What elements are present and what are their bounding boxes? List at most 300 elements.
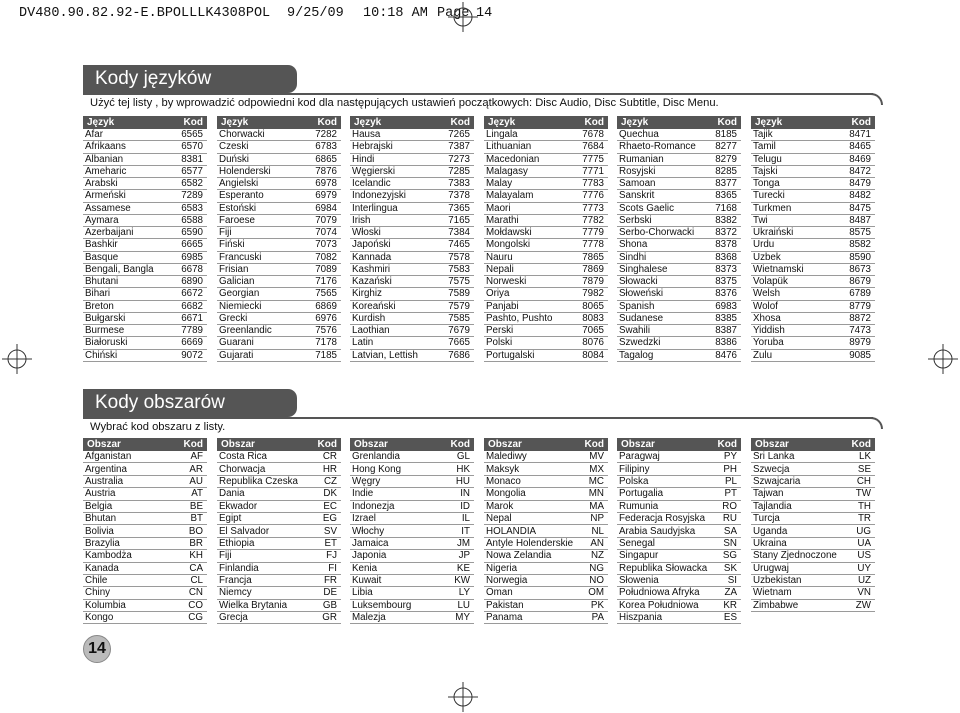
- row-name: Estoński: [219, 202, 257, 214]
- table-row: [617, 166, 741, 178]
- row-code: 7065: [582, 325, 604, 337]
- table-row: [217, 178, 341, 190]
- row-name: Sindhi: [619, 251, 647, 263]
- table-row: [217, 550, 341, 562]
- table-row: [617, 239, 741, 251]
- row-code: ET: [324, 537, 337, 549]
- row-code: 7684: [582, 141, 604, 153]
- row-name: Rhaeto-Romance: [619, 141, 696, 153]
- row-code: 8376: [715, 288, 737, 300]
- row-name: Turcja: [753, 513, 780, 525]
- row-name: Marathi: [486, 214, 519, 226]
- row-name: Rosyjski: [619, 165, 656, 177]
- column-header-code: Kod: [851, 117, 871, 128]
- row-code: 8386: [715, 337, 737, 349]
- row-name: Mongolia: [486, 488, 526, 500]
- table-row: [484, 501, 608, 513]
- row-name: Hiszpania: [619, 612, 663, 624]
- column-header-name: Obszar: [755, 439, 789, 450]
- table-row: [751, 513, 875, 525]
- row-code: 7773: [582, 202, 604, 214]
- row-name: Ukraina: [753, 537, 787, 549]
- column-header: [617, 438, 741, 451]
- column-header: [751, 438, 875, 451]
- row-name: Arabski: [85, 178, 118, 190]
- row-code: 7585: [448, 312, 470, 324]
- row-code: 7074: [315, 227, 337, 239]
- row-name: Kanada: [85, 562, 119, 574]
- row-name: Kirghiz: [352, 288, 382, 300]
- row-name: Zimbabwe: [753, 599, 799, 611]
- table-row: [484, 575, 608, 587]
- row-name: Republika Czeska: [219, 475, 298, 487]
- row-name: Quechua: [619, 129, 659, 141]
- row-name: Australia: [85, 475, 124, 487]
- row-code: 7079: [315, 214, 337, 226]
- row-name: Czeski: [219, 141, 249, 153]
- row-code: 7383: [448, 178, 470, 190]
- row-name: Antyle Holenderskie: [486, 537, 574, 549]
- row-code: AN: [590, 537, 604, 549]
- row-name: Panjabi: [486, 300, 519, 312]
- table-row: [350, 525, 474, 537]
- table-row: [350, 227, 474, 239]
- table-row: [83, 587, 207, 599]
- row-code: 7073: [315, 239, 337, 251]
- row-name: Latin: [352, 337, 374, 349]
- row-code: UY: [857, 562, 871, 574]
- row-code: 7678: [582, 129, 604, 141]
- row-code: 8582: [849, 239, 871, 251]
- table-row: [217, 575, 341, 587]
- row-code: 7576: [315, 325, 337, 337]
- table-row: [751, 190, 875, 202]
- row-name: Chile: [85, 575, 108, 587]
- row-name: Welsh: [753, 288, 781, 300]
- table-row: [617, 612, 741, 624]
- row-code: 6890: [181, 276, 203, 288]
- row-code: 8590: [849, 251, 871, 263]
- table-row: [350, 612, 474, 624]
- row-name: Frisian: [219, 263, 249, 275]
- table-row: [350, 301, 474, 313]
- row-code: 8185: [715, 129, 737, 141]
- column-header-code: Kod: [717, 117, 737, 128]
- row-code: 6978: [315, 178, 337, 190]
- table-row: [217, 451, 341, 463]
- row-code: AR: [189, 463, 203, 475]
- row-code: IL: [461, 513, 470, 525]
- row-code: 6979: [315, 190, 337, 202]
- table-row: [217, 501, 341, 513]
- table-row: [350, 276, 474, 288]
- row-name: Malayalam: [486, 190, 534, 202]
- regions-title: Kody obszarów: [83, 389, 297, 417]
- table-row: [751, 141, 875, 153]
- regions-column: [751, 438, 875, 612]
- table-row: [484, 563, 608, 575]
- table-row: [217, 227, 341, 239]
- row-code: ES: [723, 612, 737, 624]
- row-name: Lithuanian: [486, 141, 532, 153]
- regions-rule-tip: [871, 417, 883, 429]
- row-name: Republika Słowacka: [619, 562, 708, 574]
- row-name: Francuski: [219, 251, 262, 263]
- row-name: Polski: [486, 337, 513, 349]
- table-row: [751, 178, 875, 190]
- registration-mark-top: [448, 2, 478, 32]
- table-row: [617, 587, 741, 599]
- table-row: [350, 264, 474, 276]
- row-name: Malagasy: [486, 165, 528, 177]
- table-row: [350, 288, 474, 300]
- job-name: DV480.90.82.92-E.BPOLLLK4308POL: [19, 6, 271, 21]
- row-code: 8469: [849, 153, 871, 165]
- row-code: 6985: [181, 251, 203, 263]
- row-code: SA: [723, 525, 737, 537]
- row-code: 7365: [448, 202, 470, 214]
- row-code: 7089: [315, 263, 337, 275]
- row-code: CN: [188, 587, 203, 599]
- row-name: Ameharic: [85, 165, 127, 177]
- print-time: 10:18 AM: [363, 6, 428, 21]
- table-row: [350, 550, 474, 562]
- row-name: Norwegia: [486, 575, 528, 587]
- row-code: ZA: [724, 587, 737, 599]
- row-code: HU: [455, 475, 470, 487]
- languages-column: [751, 116, 875, 362]
- table-row: [350, 451, 474, 463]
- table-row: [484, 488, 608, 500]
- row-code: TH: [857, 500, 871, 512]
- table-row: [217, 215, 341, 227]
- column-header-name: Język: [755, 117, 783, 128]
- languages-column: [350, 116, 474, 362]
- row-code: UZ: [857, 575, 871, 587]
- row-name: Maori: [486, 202, 511, 214]
- row-name: Kambodża: [85, 550, 132, 562]
- row-name: Volapük: [753, 276, 788, 288]
- row-code: SI: [727, 575, 737, 587]
- row-code: BE: [189, 500, 203, 512]
- table-row: [350, 141, 474, 153]
- table-row: [217, 129, 341, 141]
- table-row: [484, 276, 608, 288]
- table-row: [484, 600, 608, 612]
- table-row: [751, 575, 875, 587]
- column-header-name: Język: [87, 117, 115, 128]
- row-code: 8279: [715, 153, 737, 165]
- row-code: 7583: [448, 263, 470, 275]
- row-name: Kannada: [352, 251, 392, 263]
- row-code: 6682: [181, 300, 203, 312]
- row-name: Gujarati: [219, 349, 254, 361]
- table-row: [83, 313, 207, 325]
- row-code: 7473: [849, 325, 871, 337]
- table-row: [751, 288, 875, 300]
- table-row: [217, 313, 341, 325]
- row-name: Argentina: [85, 463, 127, 475]
- regions-column: [83, 438, 207, 624]
- table-row: [484, 337, 608, 349]
- table-row: [217, 239, 341, 251]
- regions-rule: [83, 417, 873, 419]
- row-name: Fiji: [219, 550, 232, 562]
- row-name: Węgierski: [352, 165, 396, 177]
- table-row: [350, 501, 474, 513]
- row-name: Malezja: [352, 612, 386, 624]
- table-row: [617, 227, 741, 239]
- row-name: Południowa Afryka: [619, 587, 700, 599]
- row-name: Szwedzki: [619, 337, 661, 349]
- row-code: 7165: [448, 214, 470, 226]
- row-name: Indie: [352, 488, 374, 500]
- table-row: [751, 463, 875, 475]
- row-name: Bashkir: [85, 239, 118, 251]
- table-row: [751, 325, 875, 337]
- languages-column: [217, 116, 341, 362]
- table-row: [83, 325, 207, 337]
- row-code: IT: [461, 525, 470, 537]
- table-row: [617, 575, 741, 587]
- row-code: 7783: [582, 178, 604, 190]
- row-name: Galician: [219, 276, 255, 288]
- row-name: Niemiecki: [219, 300, 262, 312]
- row-name: Polska: [619, 475, 649, 487]
- row-code: RU: [722, 513, 737, 525]
- table-row: [751, 203, 875, 215]
- row-code: FI: [328, 562, 337, 574]
- table-row: [350, 190, 474, 202]
- table-row: [617, 337, 741, 349]
- row-name: Hindi: [352, 153, 375, 165]
- row-code: 7982: [582, 288, 604, 300]
- column-header-name: Obszar: [354, 439, 388, 450]
- table-row: [217, 587, 341, 599]
- row-code: 8479: [849, 178, 871, 190]
- row-code: UG: [856, 525, 871, 537]
- row-code: NZ: [590, 550, 604, 562]
- row-name: Sanskrit: [619, 190, 655, 202]
- row-name: Wielka Brytania: [219, 599, 288, 611]
- row-code: 7384: [448, 227, 470, 239]
- row-code: KR: [723, 599, 737, 611]
- table-row: [484, 154, 608, 166]
- row-name: Ukraiński: [753, 227, 794, 239]
- row-code: 6672: [181, 288, 203, 300]
- table-row: [83, 550, 207, 562]
- table-row: [350, 203, 474, 215]
- row-name: Rumanian: [619, 153, 664, 165]
- row-code: 7865: [582, 251, 604, 263]
- row-code: SN: [723, 537, 737, 549]
- row-code: AT: [191, 488, 203, 500]
- row-code: 6669: [181, 337, 203, 349]
- column-header: [484, 438, 608, 451]
- table-row: [217, 525, 341, 537]
- languages-intro: Użyć tej listy , by wprowadzić odpowiedni kod dla następujących ustawień początkowych: Disc Audio, Disc Subtitle, Disc Menu.: [90, 97, 719, 109]
- table-row: [217, 301, 341, 313]
- table-row: [617, 550, 741, 562]
- row-name: Perski: [486, 325, 514, 337]
- row-code: GB: [322, 599, 337, 611]
- table-row: [617, 501, 741, 513]
- row-name: Finlandia: [219, 562, 259, 574]
- row-name: Tajwan: [753, 488, 784, 500]
- row-name: Nepali: [486, 263, 514, 275]
- table-row: [83, 178, 207, 190]
- row-code: 6583: [181, 202, 203, 214]
- row-code: FR: [323, 575, 337, 587]
- row-name: Arabia Saudyjska: [619, 525, 696, 537]
- row-code: BT: [190, 513, 203, 525]
- row-code: 9072: [181, 349, 203, 361]
- table-row: [751, 227, 875, 239]
- column-header-name: Język: [221, 117, 249, 128]
- row-name: Afrikaans: [85, 141, 126, 153]
- row-name: Wietnam: [753, 587, 792, 599]
- row-name: Uzbek: [753, 251, 781, 263]
- row-name: Indonezyjski: [352, 190, 406, 202]
- row-name: Nauru: [486, 251, 513, 263]
- row-name: Laothian: [352, 325, 390, 337]
- table-row: [350, 215, 474, 227]
- row-code: 8979: [849, 337, 871, 349]
- row-code: 7176: [315, 276, 337, 288]
- table-row: [350, 513, 474, 525]
- row-name: Zulu: [753, 349, 773, 361]
- row-name: Greenlandic: [219, 325, 272, 337]
- table-row: [751, 129, 875, 141]
- row-name: Tamil: [753, 141, 776, 153]
- row-name: HOLANDIA: [486, 525, 537, 537]
- row-name: Irish: [352, 214, 371, 226]
- row-name: Portugalia: [619, 488, 664, 500]
- table-row: [751, 276, 875, 288]
- table-row: [350, 575, 474, 587]
- row-code: PA: [591, 612, 604, 624]
- row-name: Portugalski: [486, 349, 535, 361]
- row-code: CG: [188, 612, 203, 624]
- row-name: Wolof: [753, 300, 778, 312]
- table-row: [217, 154, 341, 166]
- row-code: 8472: [849, 165, 871, 177]
- row-name: Latvian, Lettish: [352, 349, 418, 361]
- row-code: 8872: [849, 312, 871, 324]
- row-code: 8575: [849, 227, 871, 239]
- table-row: [484, 166, 608, 178]
- column-header-code: Kod: [851, 439, 871, 450]
- row-code: 7589: [448, 288, 470, 300]
- table-row: [83, 141, 207, 153]
- row-code: 8679: [849, 276, 871, 288]
- row-code: 8476: [715, 349, 737, 361]
- row-code: CZ: [323, 475, 337, 487]
- row-code: 8381: [181, 153, 203, 165]
- row-name: Maksyk: [486, 463, 520, 475]
- table-row: [617, 513, 741, 525]
- row-code: MY: [455, 612, 470, 624]
- row-code: DK: [323, 488, 337, 500]
- row-code: TW: [855, 488, 871, 500]
- row-code: KW: [454, 575, 470, 587]
- column-header: [83, 438, 207, 451]
- row-name: Stany Zjednoczone: [753, 550, 837, 562]
- row-code: 8387: [715, 325, 737, 337]
- table-row: [83, 538, 207, 550]
- row-code: CO: [188, 599, 203, 611]
- row-name: Chiny: [85, 587, 111, 599]
- row-name: Bengali, Bangla: [85, 263, 154, 275]
- row-name: Guarani: [219, 337, 254, 349]
- row-name: Słowenia: [619, 575, 659, 587]
- row-code: GL: [456, 451, 470, 463]
- row-name: Assamese: [85, 202, 131, 214]
- row-name: Mongolski: [486, 239, 531, 251]
- table-row: [83, 190, 207, 202]
- row-code: 7578: [448, 251, 470, 263]
- regions-intro: Wybrać kod obszaru z listy.: [90, 421, 226, 433]
- row-name: Słowacki: [619, 276, 658, 288]
- row-name: Georgian: [219, 288, 260, 300]
- row-code: 8385: [715, 312, 737, 324]
- table-row: [83, 501, 207, 513]
- row-code: 8368: [715, 251, 737, 263]
- row-name: Kuwait: [352, 575, 382, 587]
- row-code: 7465: [448, 239, 470, 251]
- row-name: Szwecja: [753, 463, 790, 475]
- row-name: Macedonian: [486, 153, 540, 165]
- table-row: [83, 276, 207, 288]
- table-row: [484, 301, 608, 313]
- row-name: Burmese: [85, 325, 125, 337]
- column-header-code: Kod: [183, 117, 203, 128]
- row-code: 6565: [181, 129, 203, 141]
- row-code: US: [857, 550, 871, 562]
- regions-column: [350, 438, 474, 624]
- row-code: OM: [588, 587, 604, 599]
- table-row: [751, 252, 875, 264]
- row-name: Nepal: [486, 513, 512, 525]
- regions-column: [484, 438, 608, 624]
- languages-rule-tip: [871, 93, 883, 105]
- table-row: [484, 190, 608, 202]
- table-row: [484, 215, 608, 227]
- row-code: 7082: [315, 251, 337, 263]
- row-code: TR: [857, 513, 871, 525]
- row-code: CL: [190, 575, 203, 587]
- registration-mark-bottom: [448, 682, 478, 712]
- row-code: 6582: [181, 178, 203, 190]
- table-row: [217, 612, 341, 624]
- row-name: Uganda: [753, 525, 788, 537]
- row-code: 7869: [582, 263, 604, 275]
- row-name: Mołdawski: [486, 227, 532, 239]
- table-row: [83, 563, 207, 575]
- table-row: [83, 288, 207, 300]
- table-row: [617, 301, 741, 313]
- row-name: Hebrajski: [352, 141, 393, 153]
- row-name: Lingala: [486, 129, 518, 141]
- row-name: Oriya: [486, 288, 510, 300]
- table-row: [751, 476, 875, 488]
- column-header-code: Kod: [584, 439, 604, 450]
- row-name: Belgia: [85, 500, 113, 512]
- row-code: 8377: [715, 178, 737, 190]
- row-name: Tagalog: [619, 349, 654, 361]
- column-header-name: Język: [354, 117, 382, 128]
- row-code: 8084: [582, 349, 604, 361]
